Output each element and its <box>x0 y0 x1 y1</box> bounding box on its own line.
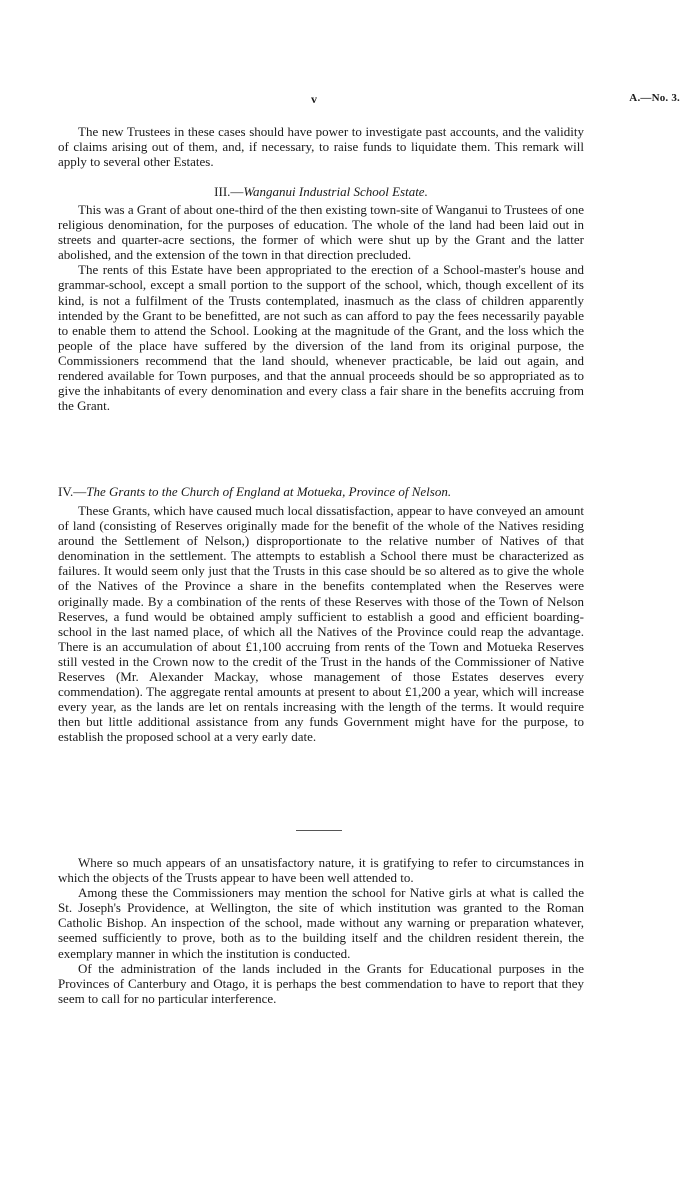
paragraph: This was a Grant of about one-third of the then existing town-site of Wanganui to Trustees of one religious denomination, for the purposes of education. The whole of the land had been laid out in streets and quarter-acre sections, the former of which were shut up by the Grant and the latter abolished, and the extension of the town in that direction precluded. <box>58 202 584 263</box>
paragraph: The rents of this Estate have been appropriated to the erection of a School-master's house and grammar-school, except a small portion to the support of the school, which, though excellent of its kind, is not a fulfilment of the Trusts contemplated, inasmuch as the class of children apparently intended by the Grant to be benefitted, are not such as can afford to pay the fees necessarily payable to enable them to attend the School. Looking at the magnitude of the Grant, and the loss which the people of the place have suffered by the diversion of the land from its original purpose, the Commissioners recommend that the land should, whenever practicable, be laid out again, and rendered available for Town purposes, and that the annual proceeds should be so appropriated as to give the inhabitants of every denomination and every class a fair share in the benefits accruing from the Grant. <box>58 262 584 414</box>
section-3-body <box>58 202 584 413</box>
section-3-title: Wanganui Industrial School Estate. <box>243 184 428 199</box>
section-divider <box>296 830 342 831</box>
section-3-heading <box>58 184 584 199</box>
paragraph: Where so much appears of an unsatisfactory nature, it is gratifying to refer to circumstances in which the objects of the Trusts appear to have been well attended to. <box>58 855 584 886</box>
page-number: v <box>311 92 317 106</box>
section-4-numeral: IV.— <box>58 484 87 499</box>
intro-text <box>58 124 584 169</box>
paragraph: Among these the Commissioners may mention the school for Native girls at what is called the St. Joseph's Providence, at Wellington, the site of which institution was granted to the Roman Catholic Bishop. An inspection of the school, made without any warning or preparation whatever, seemed sufficiently to prove, both as to the building itself and the children resident therein, the exemplary manner in which the institution is conducted. <box>58 885 584 961</box>
section-4-heading <box>58 484 584 499</box>
paragraph: The new Trustees in these cases should have power to investigate past accounts, and the validity of claims arising out of them, and, if necessary, to raise funds to liquidate them. This remark will apply to several other Estates. <box>58 124 584 170</box>
paragraph: Of the administration of the lands included in the Grants for Educational purposes in the Provinces of Canterbury and Otago, it is perhaps the best commendation to have to report that they seem to call for no particular interference. <box>58 960 584 1006</box>
section-4-title: The Grants to the Church of England at Motueka, Province of Nelson. <box>86 484 452 499</box>
section-4-body <box>58 503 584 745</box>
section-3-numeral: III.— <box>214 184 244 199</box>
document-reference: A.—No. 3. <box>629 92 680 104</box>
paragraph: These Grants, which have caused much local dissatisfaction, appear to have conveyed an amount of land (consisting of Reserves originally made for the benefit of the whole of the Natives residing around the Settlement of Nelson,) disproportionate to the relative number of Natives of that denomination in the settlement. The attempts to establish a School there must be characterized as failures. It would seem only just that the Trusts in this case should be so altered as to give the whole of the Natives of the Province a share in the benefits contemplated when the Reserves were originally made. By a combination of the rents of these Reserves with those of the Town of Nelson Reserves, a fund would be obtained amply sufficient to establish a good and efficient boarding-school in the last named place, of which all the Natives of the Province could reap the advantage. There is an accumulation of about £1,100 accruing from rents of the Town and Motueka Reserves still vested in the Crown now to the credit of the Trust in the hands of the Commissioner of Native Reserves (Mr. Alexander Mackay, whose management of those Estates deserves every commendation). The aggregate rental amounts at present to about £1,200 a year, which will increase every year, as the lands are let on rentals increasing with the length of the terms. It would require then but little additional assistance from any funds Government might have for the purpose, to establish the proposed school at a very early date. <box>58 503 584 745</box>
closing-body <box>58 855 584 1006</box>
